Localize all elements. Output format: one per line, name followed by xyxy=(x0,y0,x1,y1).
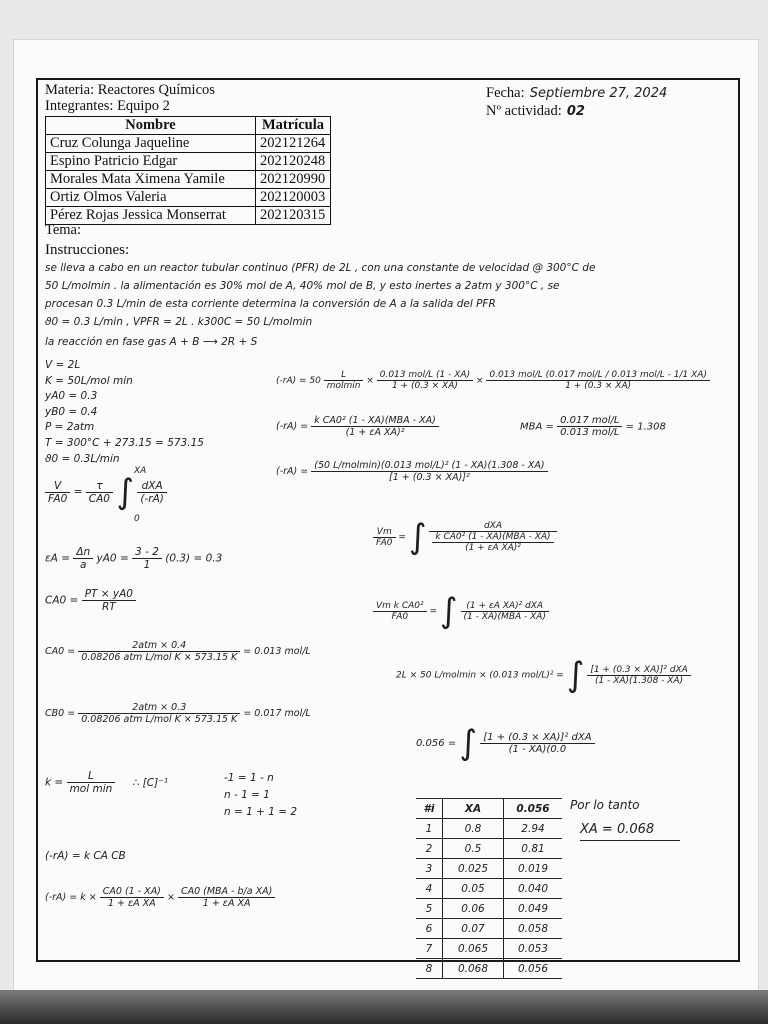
eq-part: (-rA) = xyxy=(276,421,309,432)
eq-part: ∴ [C]⁻¹ xyxy=(132,776,168,789)
design-int-1: $\frac{Vm}{FA0}$ = ∫ $\frac{\text{dXA}}{\frac{\text{k CA0² (1 - XA)(MBA - XA)}}{\text{(1 + εA XA)²}}}$ xyxy=(373,520,557,554)
cell-value: 0.040 xyxy=(504,879,563,899)
cell-value: 0.053 xyxy=(504,939,563,959)
table-row xyxy=(416,859,562,879)
given-item: yB0 = 0.4 xyxy=(45,405,98,418)
eq-part: (1 + εA XA)² dXA xyxy=(461,601,549,612)
eq-part: RT xyxy=(101,601,116,613)
cell-xa: 0.05 xyxy=(443,879,504,899)
final-result: XA = 0.068 xyxy=(580,822,655,837)
cell-xa: 0.068 xyxy=(443,959,504,979)
eq-part: = 1.308 xyxy=(625,421,666,433)
rate-general xyxy=(276,415,439,438)
given-data xyxy=(45,358,265,467)
cell-index: 3 xyxy=(416,859,443,879)
eq-part: 2L × 50 L/molmin × (0.013 mol/L)² = xyxy=(396,670,564,681)
eq-part: [1 + (0.3 × XA)]² dXA xyxy=(587,665,690,676)
eq-part: 0.013 mol/L (1 - XA) xyxy=(377,370,473,381)
student-name: Morales Mata Ximena Yamile xyxy=(46,171,256,189)
conclusion-label: Por lo tanto xyxy=(570,798,640,812)
epsilon-equation xyxy=(45,546,222,571)
table-row xyxy=(416,919,562,939)
eq-part: (1 + εA XA)² xyxy=(465,543,521,553)
topic-label: Tema: xyxy=(45,222,82,238)
table-row xyxy=(416,839,562,859)
cell-index: 2 xyxy=(416,839,443,859)
design-equation: $\frac{V}{FA0}$ = $\frac{\tau}{CA0}$ ∫ $\frac{\text{dXA}}{(-rA)}$ xyxy=(45,475,167,509)
eq-part: (-rA) = xyxy=(276,466,309,477)
rate-substituted: (-rA) = 50 $\frac{L}{\text{molmin}}$ × $\frac{\text{0.013 mol/L (1 - XA)}}{1 + (0.3 \times XA)}$ × $\frac{\text{0.013 mol/L (0.017 mol/L / 0.013 mol/L - 1/1 XA)}}{1 + (0.3 \times XA)}$ xyxy=(276,370,710,391)
column-header: 0.056 xyxy=(504,799,563,819)
eq-part: 0.056 = xyxy=(416,738,457,749)
cell-value: 0.056 xyxy=(504,959,563,979)
eq-part: (50 L/molmin)(0.013 mol/L)² (1 - XA)(1.308 - XA) xyxy=(311,460,547,472)
table-row xyxy=(46,189,331,207)
table-row xyxy=(416,899,562,919)
cell-xa: 0.07 xyxy=(443,919,504,939)
eq-part: L xyxy=(67,770,116,783)
rate-law: (-rA) = k CA CB xyxy=(45,850,126,862)
integral-upper: XA xyxy=(134,466,147,476)
date-value: Septiembre 27, 2024 xyxy=(529,86,668,101)
eq-part: FA0 xyxy=(376,537,393,548)
student-id: 202120003 xyxy=(256,189,331,207)
team-line: Integrantes: Equipo 2 xyxy=(45,98,170,114)
column-header-matricula: Matrícula xyxy=(256,117,331,135)
units-analysis xyxy=(45,770,168,795)
eq-part: CB0 = xyxy=(45,708,76,719)
team-table xyxy=(45,116,331,225)
column-header: #i xyxy=(416,799,443,819)
cell-index: 5 xyxy=(416,899,443,919)
eq-part: a xyxy=(80,559,87,571)
cell-index: 7 xyxy=(416,939,443,959)
worksheet-frame xyxy=(36,78,740,975)
ca0-value xyxy=(45,640,311,663)
rate-law-expanded xyxy=(45,886,275,909)
team-table-header xyxy=(46,117,331,135)
eq-part: CA0 (MBA - b/a XA) xyxy=(178,886,275,898)
eq-part: dXA xyxy=(429,521,556,532)
given-item: ϑ0 = 0.3L/min xyxy=(45,452,120,465)
eq-part: yA0 = xyxy=(96,552,129,565)
table-row xyxy=(46,171,331,189)
cell-xa: 0.065 xyxy=(443,939,504,959)
eq-part: Vm k CA0² xyxy=(373,601,427,612)
cell-value: 0.058 xyxy=(504,919,563,939)
cell-index: 1 xyxy=(416,819,443,839)
table-row xyxy=(46,153,331,171)
table-row xyxy=(46,207,331,225)
cell-xa: 0.025 xyxy=(443,859,504,879)
eq-part: FA0 xyxy=(48,492,68,505)
order-line: n = 1 + 1 = 2 xyxy=(224,806,298,818)
eq-part: (1 - XA)(1.308 - XA) xyxy=(594,675,684,686)
eq-part: CA0 = xyxy=(45,646,76,657)
cell-value: 0.049 xyxy=(504,899,563,919)
cell-xa: 0.06 xyxy=(443,899,504,919)
eq-part: = 0.017 mol/L xyxy=(243,708,311,719)
eq-part: k CA0² (1 - XA)(MBA - XA) xyxy=(432,532,553,543)
paper-page xyxy=(14,40,758,990)
activity-block xyxy=(486,100,585,120)
background-surface xyxy=(0,990,768,1024)
eq-part: = 0.013 mol/L xyxy=(243,646,311,657)
ca0-formula xyxy=(45,588,136,613)
eq-part: k = xyxy=(45,776,64,789)
given-item: yA0 = 0.3 xyxy=(45,390,98,403)
table-row xyxy=(46,135,331,153)
eq-part: (-rA) xyxy=(140,492,164,505)
table-row xyxy=(416,939,562,959)
activity-value: 02 xyxy=(566,104,585,119)
cell-xa: 0.5 xyxy=(443,839,504,859)
eq-part: 0.08206 atm L/mol K × 573.15 K xyxy=(81,714,238,725)
eq-part: (1 + εA XA)² xyxy=(345,427,405,438)
eq-part: (0.3) = 0.3 xyxy=(165,552,223,565)
eq-part: Δn xyxy=(73,546,93,559)
eq-part: 1 + (0.3 × XA) xyxy=(565,381,632,391)
eq-part: (1 - XA)(0.0 xyxy=(508,743,567,755)
student-name: Pérez Rojas Jessica Monserrat xyxy=(46,207,256,225)
result-underline xyxy=(580,840,680,841)
integral-lower: 0 xyxy=(134,514,140,524)
given-item: V = 2L xyxy=(45,359,81,371)
rate-numeric xyxy=(276,460,548,483)
order-derivation xyxy=(224,770,297,821)
eq-part: molmin xyxy=(326,381,361,391)
eq-part: τ xyxy=(86,480,113,493)
eq-part: PT × yA0 xyxy=(82,588,136,601)
eq-part: dXA xyxy=(137,480,166,493)
column-header: XA xyxy=(443,799,504,819)
cell-index: 8 xyxy=(416,959,443,979)
cell-index: 6 xyxy=(416,919,443,939)
table-row xyxy=(416,819,562,839)
eq-part: 3 - 2 xyxy=(132,546,162,559)
cell-xa: 0.8 xyxy=(443,819,504,839)
mba-calc xyxy=(520,415,666,438)
instruction-line: la reacción en fase gas A + B ⟶ 2R + S xyxy=(45,336,258,348)
given-item: P = 2atm xyxy=(45,421,95,434)
given-item: K = 50L/mol min xyxy=(45,374,133,387)
student-id: 202121264 xyxy=(256,135,331,153)
eq-part: CA0 (1 - XA) xyxy=(100,886,164,898)
eq-part: 1 + εA XA xyxy=(107,898,156,909)
eq-part: 2atm × 0.3 xyxy=(78,702,240,714)
eq-part: CA0 = xyxy=(45,594,79,607)
design-int-2: $\frac{\text{Vm k CA0²}}{FA0}$ = ∫ $\frac{\text{(1 + εA XA)² dXA}}{\text{(1 - XA)(MBA - XA)}}$ xyxy=(373,594,549,628)
eq-part: 1 + (0.3 × XA) xyxy=(391,381,458,391)
table-row xyxy=(416,879,562,899)
student-name: Ortiz Olmos Valeria xyxy=(46,189,256,207)
eq-part: MBA = xyxy=(520,421,554,433)
eq-part: FA0 xyxy=(391,611,409,622)
cell-index: 4 xyxy=(416,879,443,899)
eq-part: 0.08206 atm L/mol K × 573.15 K xyxy=(81,652,238,663)
eq-part: 0.013 mol/L xyxy=(560,427,620,438)
student-name: Cruz Colunga Jaqueline xyxy=(46,135,256,153)
student-id: 202120990 xyxy=(256,171,331,189)
eq-part: × xyxy=(166,892,175,903)
eq-part: CA0 xyxy=(88,492,110,505)
instructions-label: Instrucciones: xyxy=(45,242,130,258)
eq-part: [1 + (0.3 × XA)]² dXA xyxy=(480,732,594,744)
design-int-4: 0.056 = ∫ $\frac{\text{[1 + (0.3 × XA)]² dXA}}{(1 - XA)(0.0}$ xyxy=(416,726,595,760)
eq-part: 0.017 mol/L xyxy=(557,415,622,427)
student-id: 202120248 xyxy=(256,153,331,171)
cb0-value xyxy=(45,702,311,725)
date-label: Fecha: xyxy=(486,85,525,101)
student-id: 202120315 xyxy=(256,207,331,225)
date-block xyxy=(486,82,667,102)
eq-part: [1 + (0.3 × XA)]² xyxy=(389,472,470,483)
eq-part: 1 xyxy=(143,559,151,571)
order-line: -1 = 1 - n xyxy=(224,772,274,784)
instruction-line: procesan 0.3 L/min de esta corriente determina la conversión de A a la salida del PFR xyxy=(45,298,496,310)
instruction-line: 50 L/molmin . la alimentación es 30% mol de A, 40% mol de B, y esto inertes a 2atm y 300°C , se xyxy=(45,280,560,292)
column-header-nombre: Nombre xyxy=(46,117,256,135)
iteration-table xyxy=(416,798,562,979)
iteration-table-header xyxy=(416,799,562,819)
cell-value: 0.019 xyxy=(504,859,563,879)
order-line: n - 1 = 1 xyxy=(224,789,270,801)
eq-part: Vm xyxy=(373,527,396,538)
eq-part: (-rA) = k × xyxy=(45,892,97,903)
eq-part: mol min xyxy=(69,783,113,795)
subject-line: Materia: Reactores Químicos xyxy=(45,82,215,98)
eq-part: 1 + εA XA xyxy=(202,898,251,909)
eq-part: k CA0² (1 - XA)(MBA - XA) xyxy=(311,415,439,427)
instruction-line: ϑ0 = 0.3 L/min , VPFR = 2L . k300C = 50 L/molmin xyxy=(45,316,313,328)
student-name: Espino Patricio Edgar xyxy=(46,153,256,171)
eq-part: 0.013 mol/L (0.017 mol/L / 0.013 mol/L - 1/1 XA) xyxy=(486,370,710,381)
cell-value: 2.94 xyxy=(504,819,563,839)
cell-value: 0.81 xyxy=(504,839,563,859)
eq-part: V xyxy=(45,480,70,493)
design-int-3: 2L × 50 L/molmin × (0.013 mol/L)² = ∫ $\frac{\text{[1 + (0.3 × XA)]² dXA}}{(1 - XA)(1.308 - XA)}$ xyxy=(396,658,691,692)
eq-part: (1 - XA)(MBA - XA) xyxy=(463,611,546,622)
eq-part: εA = xyxy=(45,552,70,565)
eq-part: (-rA) = 50 xyxy=(276,376,321,386)
eq-part: L xyxy=(324,370,364,381)
given-item: T = 300°C + 273.15 = 573.15 xyxy=(45,436,204,449)
eq-part: 2atm × 0.4 xyxy=(78,640,240,652)
instruction-line: se lleva a cabo en un reactor tubular continuo (PFR) de 2L , con una constante de velocidad @ 300°C de xyxy=(45,262,596,274)
activity-label: Nº actividad: xyxy=(486,103,562,119)
table-row xyxy=(416,959,562,979)
